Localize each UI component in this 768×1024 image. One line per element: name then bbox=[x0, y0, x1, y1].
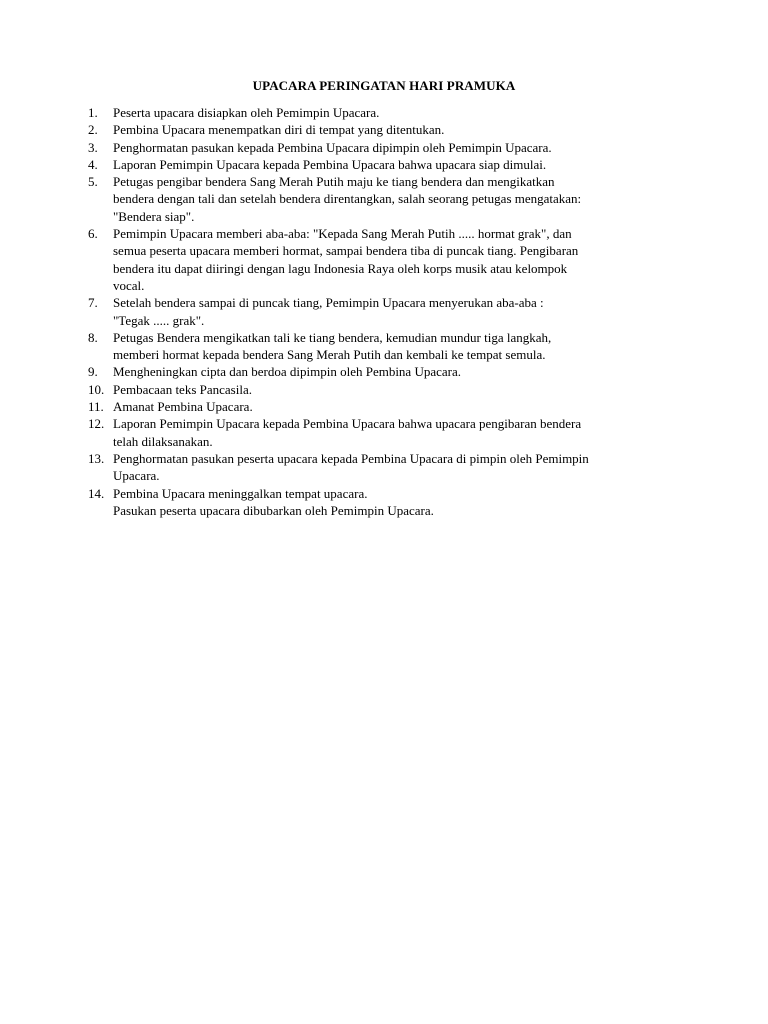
list-item-number: 7. bbox=[88, 295, 98, 311]
list-item bbox=[88, 450, 678, 485]
list-item-line: Pemimpin Upacara memberi aba-aba: "Kepada Sang Merah Putih ..... hormat grak", dan bbox=[113, 226, 572, 242]
list-item bbox=[88, 121, 678, 138]
list-item-text bbox=[113, 294, 678, 329]
list-item-line: Penghormatan pasukan kepada Pembina Upacara dipimpin oleh Pemimpin Upacara. bbox=[113, 139, 552, 155]
list-item-text bbox=[113, 329, 678, 364]
list-item-number: 4. bbox=[88, 156, 98, 172]
list-item-number: 8. bbox=[88, 329, 98, 345]
list-item-number: 2. bbox=[88, 122, 98, 138]
list-item bbox=[88, 225, 678, 294]
list-item-number: 11. bbox=[88, 399, 104, 415]
list-item bbox=[88, 415, 678, 450]
list-item bbox=[88, 139, 678, 156]
list-item-number: 6. bbox=[88, 226, 98, 242]
list-item bbox=[88, 294, 678, 329]
list-item-line: telah dilaksanakan. bbox=[113, 433, 213, 449]
list-item-text bbox=[113, 381, 678, 398]
list-item-text bbox=[113, 104, 678, 121]
list-item-line: vocal. bbox=[113, 277, 145, 293]
list-item-line: "Bendera siap". bbox=[113, 208, 195, 224]
list-item-line: bendera itu dapat diiringi dengan lagu Indonesia Raya oleh korps musik atau kelompok bbox=[113, 260, 568, 276]
list-item-line: "Tegak ..... grak". bbox=[113, 312, 205, 328]
list-item bbox=[88, 398, 678, 415]
list-item-line: Pasukan peserta upacara dibubarkan oleh Pemimpin Upacara. bbox=[113, 502, 434, 518]
list-item-number: 13. bbox=[88, 450, 105, 466]
list-item-line: Pembina Upacara meninggalkan tempat upacara. bbox=[113, 485, 368, 501]
list-item-text bbox=[113, 121, 678, 138]
list-item-text bbox=[113, 485, 678, 520]
list-item-number: 5. bbox=[88, 174, 98, 190]
list-item-line: Mengheningkan cipta dan berdoa dipimpin oleh Pembina Upacara. bbox=[113, 364, 462, 380]
list-item-text bbox=[113, 173, 678, 225]
list-item-number: 12. bbox=[88, 416, 105, 432]
list-item-number: 1. bbox=[88, 105, 98, 120]
list-item bbox=[88, 104, 678, 121]
ceremony-steps-list bbox=[88, 104, 678, 519]
list-item-line: semua peserta upacara memberi hormat, sampai bendera tiba di puncak tiang. Pengibaran bbox=[113, 243, 579, 259]
list-item-text bbox=[113, 363, 678, 380]
list-item-text bbox=[113, 139, 678, 156]
list-item-number: 10. bbox=[88, 381, 105, 397]
list-item bbox=[88, 156, 678, 173]
list-item bbox=[88, 173, 678, 225]
list-item-line: Laporan Pemimpin Upacara kepada Pembina Upacara bahwa upacara pengibaran bendera bbox=[113, 416, 582, 432]
list-item-line: Pembina Upacara menempatkan diri di tempat yang ditentukan. bbox=[113, 122, 445, 138]
list-item-text bbox=[113, 415, 678, 450]
list-item-text bbox=[113, 398, 678, 415]
list-item-line: Penghormatan pasukan peserta upacara kepada Pembina Upacara di pimpin oleh Pemimpin bbox=[113, 450, 589, 466]
list-item-line: Petugas pengibar bendera Sang Merah Putih maju ke tiang bendera dan mengikatkan bbox=[113, 174, 555, 190]
document-title: UPACARA PERINGATAN HARI PRAMUKA bbox=[252, 78, 516, 93]
list-item-number: 14. bbox=[88, 485, 105, 501]
list-item-text bbox=[113, 225, 678, 294]
list-item bbox=[88, 329, 678, 364]
list-item-line: Pembacaan teks Pancasila. bbox=[113, 381, 252, 397]
list-item-line: memberi hormat kepada bendera Sang Merah Putih dan kembali ke tempat semula. bbox=[113, 347, 546, 363]
list-item bbox=[88, 485, 678, 520]
list-item bbox=[88, 363, 678, 380]
list-item-line: Laporan Pemimpin Upacara kepada Pembina Upacara bahwa upacara siap dimulai. bbox=[113, 156, 547, 172]
list-item-line: Upacara. bbox=[113, 468, 160, 484]
list-item-number: 9. bbox=[88, 364, 98, 380]
list-item-line: Peserta upacara disiapkan oleh Pemimpin Upacara. bbox=[113, 105, 380, 120]
list-item-line: bendera dengan tali dan setelah bendera direntangkan, salah seorang petugas mengatakan: bbox=[113, 191, 582, 207]
list-item-line: Petugas Bendera mengikatkan tali ke tiang bendera, kemudian mundur tiga langkah, bbox=[113, 329, 552, 345]
list-item-line: Amanat Pembina Upacara. bbox=[113, 399, 253, 415]
list-item-line: Setelah bendera sampai di puncak tiang, Pemimpin Upacara menyerukan aba-aba : bbox=[113, 295, 544, 311]
list-item-text bbox=[113, 156, 678, 173]
list-item-text bbox=[113, 450, 678, 485]
list-item-number: 3. bbox=[88, 139, 98, 155]
list-item bbox=[88, 381, 678, 398]
